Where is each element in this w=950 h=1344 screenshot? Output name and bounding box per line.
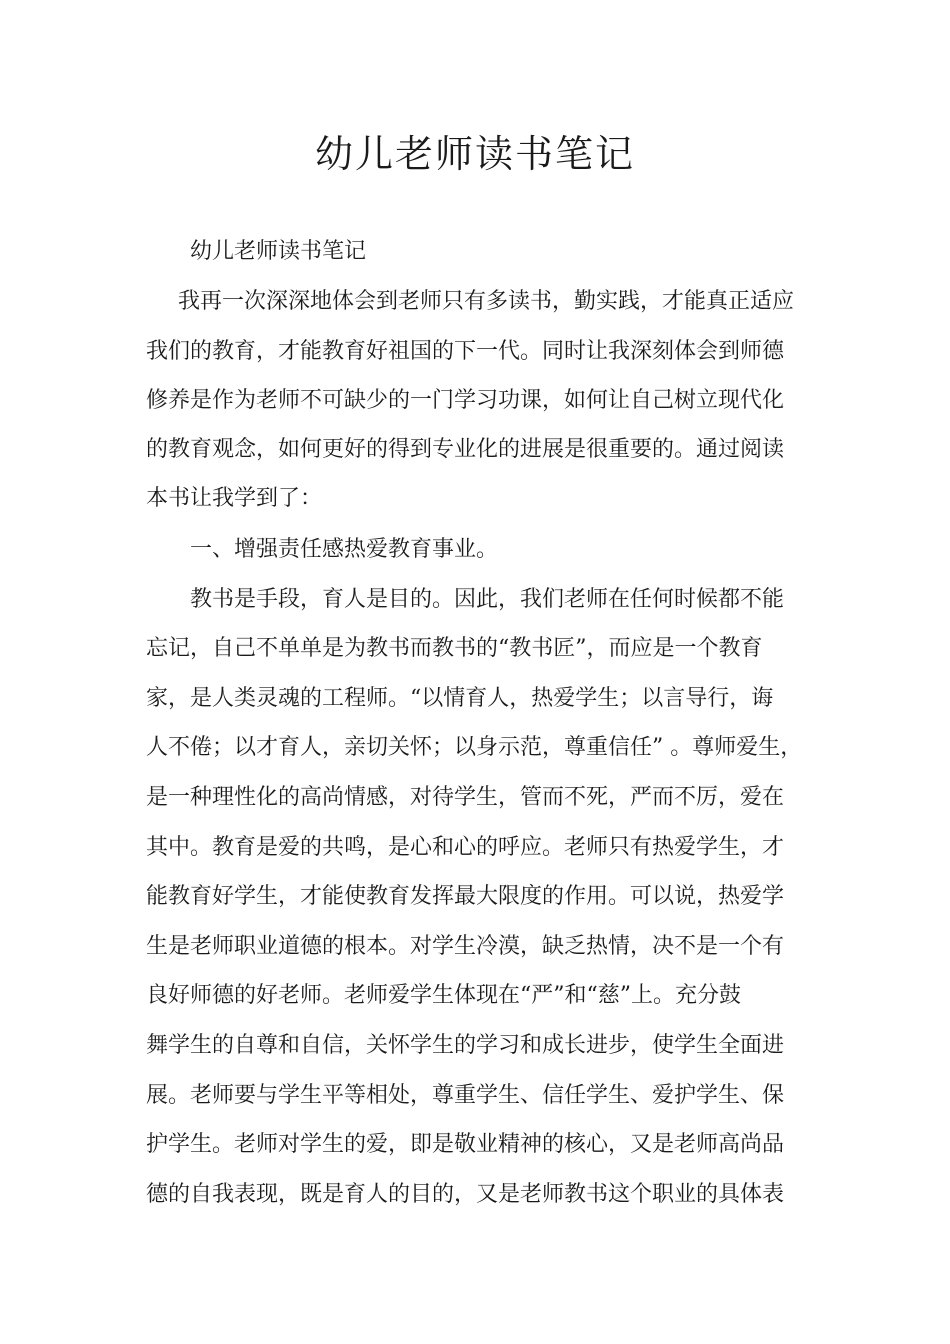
- paragraph-line: 人不倦；以才育人，亲切关怀；以身示范，尊重信任” 。尊师爱生，: [146, 735, 803, 760]
- document-subtitle: 幼儿老师读书笔记: [190, 239, 367, 264]
- paragraph-line: 是一种理性化的高尚情感，对待学生，管而不死，严而不厉，爱在: [146, 785, 785, 810]
- paragraph-line: 展。老师要与学生平等相处，尊重学生、信任学生、爱护学生、保: [146, 1083, 785, 1108]
- paragraph-line: 的教育观念，如何更好的得到专业化的进展是很重要的。通过阅读: [146, 437, 785, 462]
- paragraph-line: 能教育好学生，才能使教育发挥最大限度的作用。可以说，热爱学: [146, 884, 785, 909]
- paragraph-line: 生是老师职业道德的根本。对学生冷漠，缺乏热情，决不是一个有: [146, 934, 785, 959]
- paragraph-line: 德的自我表现，既是育人的目的，又是老师教书这个职业的具体表: [146, 1182, 785, 1207]
- paragraph-line: 其中。教育是爱的共鸣，是心和心的呼应。老师只有热爱学生，才: [146, 835, 785, 860]
- paragraph-line: 教书是手段，育人是目的。因此，我们老师在任何时候都不能: [190, 587, 785, 612]
- paragraph-line: 修养是作为老师不可缺少的一门学习功课，如何让自己树立现代化: [146, 388, 785, 413]
- paragraph-line: 舞学生的自尊和自信，关怀学生的学习和成长进步，使学生全面进: [146, 1033, 785, 1058]
- paragraph-line: 家，是人类灵魂的工程师。“以情育人，热爱学生；以言导行，诲: [146, 686, 774, 711]
- document-title: 幼儿老师读书笔记: [314, 132, 635, 176]
- paragraph-line: 忘记，自己不单单是为教书而教书的“教书匠”，而应是一个教育: [146, 636, 763, 661]
- paragraph-line: 我再一次深深地体会到老师只有多读书，勤实践，才能真正适应: [178, 289, 795, 314]
- paragraph-line: 护学生。老师对学生的爱，即是敬业精神的核心，又是老师高尚品: [146, 1132, 785, 1157]
- section-heading: 一、增强责任感热爱教育事业。: [190, 537, 499, 562]
- paragraph-line: 本书让我学到了：: [146, 486, 323, 511]
- paragraph-line: 良好师德的好老师。老师爱学生体现在“严”和“慈”上。充分鼓: [146, 983, 741, 1008]
- paragraph-line: 我们的教育，才能教育好祖国的下一代。同时让我深刻体会到师德: [146, 339, 785, 364]
